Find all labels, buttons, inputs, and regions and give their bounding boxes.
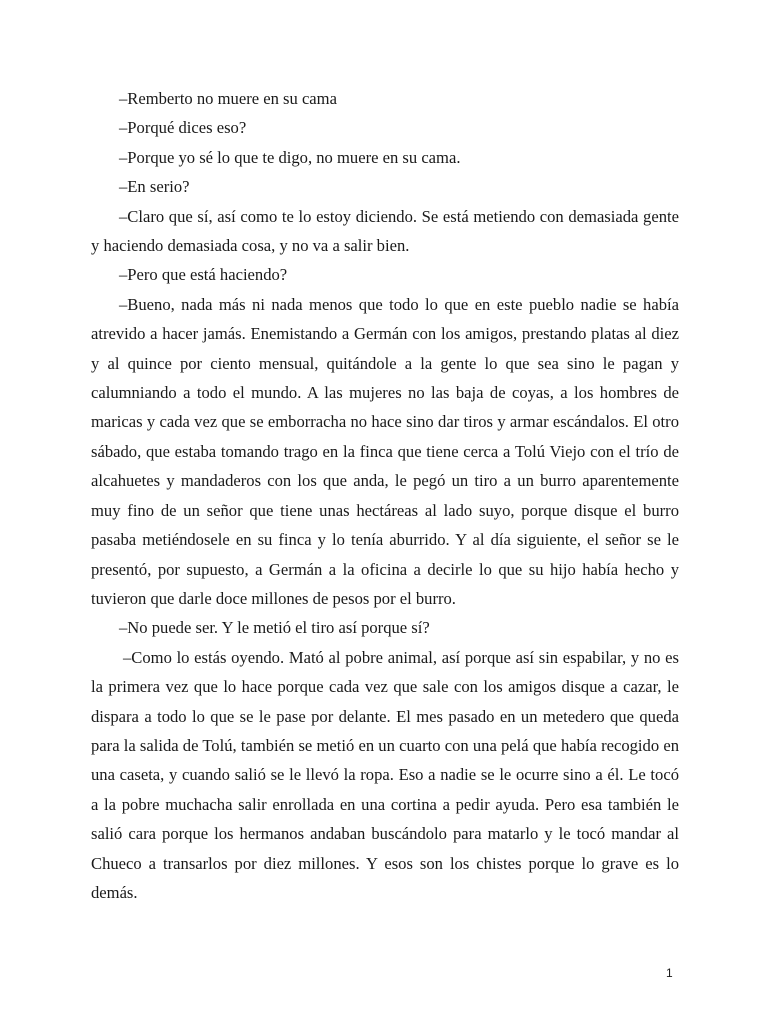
document-page — [91, 84, 679, 907]
paragraph: –En serio? — [119, 177, 190, 197]
paragraph: –No puede ser. Y le metió el tiro así porque sí? — [119, 618, 430, 638]
paragraph: –Bueno, nada más ni nada menos que todo lo que en este pueblo nadie se había atrevido a hacer jamás. Enemistando a Germán con los amigos, prestando platas al diez y al quince por ciento mensual, quitándole a la gente lo que sea sino le pagan y calumniando a todo el mundo. A las mujeres no las baja de coyas, a los hombres de maricas y cada vez que se emborracha no hace sino dar tiros y armar escándalos. El otro sábado, que estaba tomando trago en la finca que tiene cerca a Tolú Viejo con el trío de alcahuetes y mandaderos con los que anda, le pegó un tiro a un burro aparentemente muy fino de un señor que tiene unas hectáreas al lado suyo, porque disque el burro pasaba metiéndosele en su finca y lo tenía aburrido. Y al día siguiente, el señor se le presentó, por supuesto, a Germán a la oficina a decirle lo que su hijo había hecho y tuvieron que darle doce millones de pesos por el burro. — [91, 294, 679, 608]
paragraph: –Porque yo sé lo que te digo, no muere en su cama. — [119, 147, 461, 167]
paragraph: –Claro que sí, así como te lo estoy diciendo. Se está metiendo con demasiada gente y haciendo demasiada cosa, y no va a salir bien. — [91, 206, 679, 256]
paragraph: –Remberto no muere en su cama — [119, 89, 337, 108]
page-number: 1 — [666, 966, 673, 980]
paragraph: –Porqué dices eso? — [119, 118, 247, 138]
paragraph: –Pero que está haciendo? — [119, 265, 288, 285]
paragraph: –Como lo estás oyendo. Mató al pobre animal, así porque así sin espabilar, y no es la primera vez que lo hace porque cada vez que sale con los amigos disque a cazar, le dispara a todo lo que se le pase por delante. El mes pasado en un metedero que queda para la salida de Tolú, también se metió en un cuarto con una pelá que había recogido en una caseta, y cuando salió se le llevó la ropa. Eso a nadie se le ocurre sino a él. Le tocó a la pobre muchacha salir enrollada en una cortina a pedir ayuda. Pero esa también le salió cara porque los hermanos andaban buscándolo para matarlo y le tocó mandar al Chueco a transarlos por diez millones. Y esos son los chistes porque lo grave es lo demás. — [91, 647, 679, 902]
